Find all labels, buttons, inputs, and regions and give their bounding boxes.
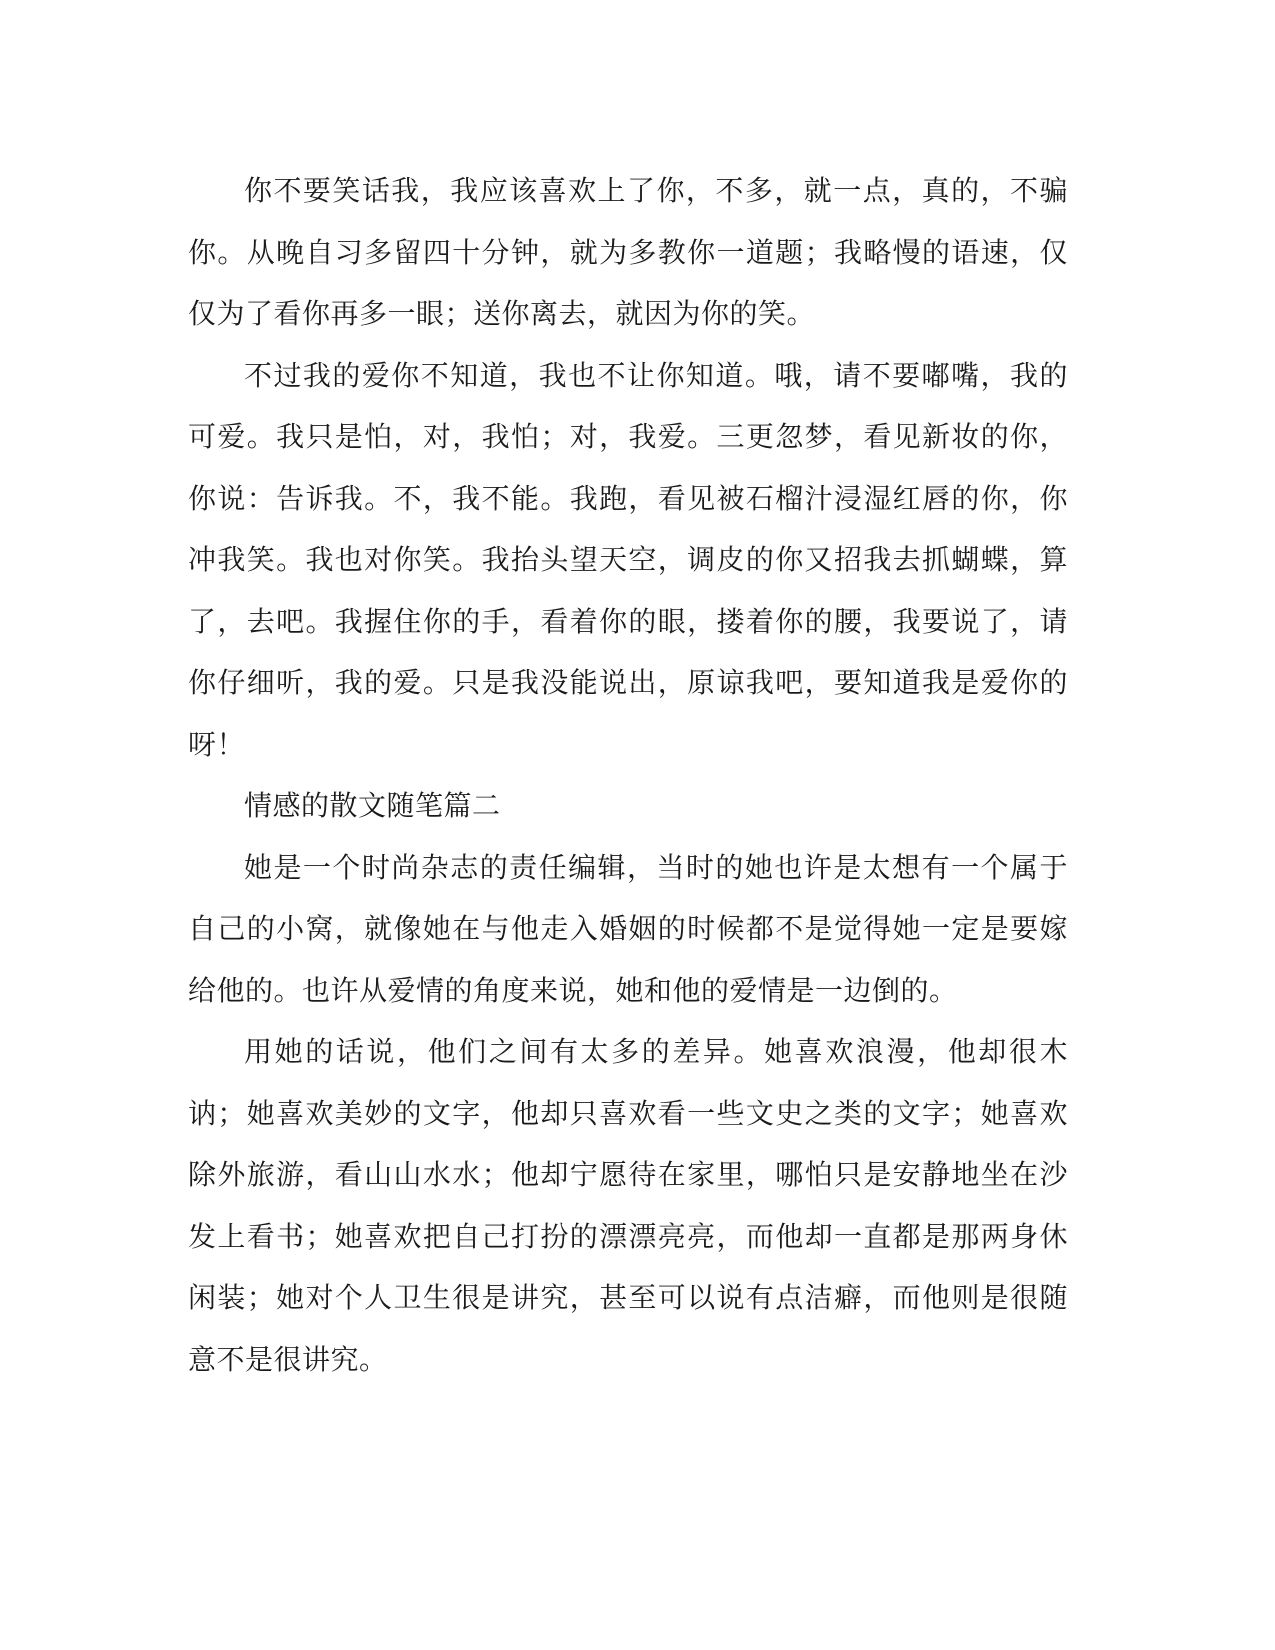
paragraph-2: 不过我的爱你不知道，我也不让你知道。哦，请不要嘟嘴，我的可爱。我只是怕，对，我怕；对，我爱。三更忽梦，看见新妆的你，你说：告诉我。不，我不能。我跑，看见被石榴汁浸湿红唇的你，你冲我笑。我也对你笑。我抬头望天空，调皮的你又招我去抓蝴蝶，算了，去吧。我握住你的手，看着你的眼，搂着你的腰，我要说了，请你仔细听，我的爱。只是我没能说出，原谅我吧，要知道我是爱你的呀！ bbox=[188, 358, 1068, 761]
paragraph-3: 她是一个时尚杂志的责任编辑，当时的她也许是太想有一个属于自己的小窝，就像她在与他走入婚姻的时候都不是觉得她一定是要嫁给他的。也许从爱情的角度来说，她和他的爱情是一边倒的。 bbox=[188, 850, 1068, 1007]
paragraph-1: 你不要笑话我，我应该喜欢上了你，不多，就一点，真的，不骗你。从晚自习多留四十分钟，就为多教你一道题；我略慢的语速，仅仅为了看你再多一眼；送你离去，就因为你的笑。 bbox=[188, 174, 1068, 330]
document-body bbox=[188, 160, 1068, 1390]
section-heading: 情感的散文随笔篇二 bbox=[244, 789, 501, 822]
paragraph-4: 用她的话说，他们之间有太多的差异。她喜欢浪漫，他却很木讷；她喜欢美妙的文字，他却只喜欢看一些文史之类的文字；她喜欢除外旅游，看山山水水；他却宁愿待在家里，哪怕只是安静地坐在沙发上看书；她喜欢把自己打扮的漂漂亮亮，而他却一直都是那两身休闲装；她对个人卫生很是讲究，甚至可以说有点洁癖，而他则是很随意不是很讲究。 bbox=[188, 1035, 1068, 1376]
